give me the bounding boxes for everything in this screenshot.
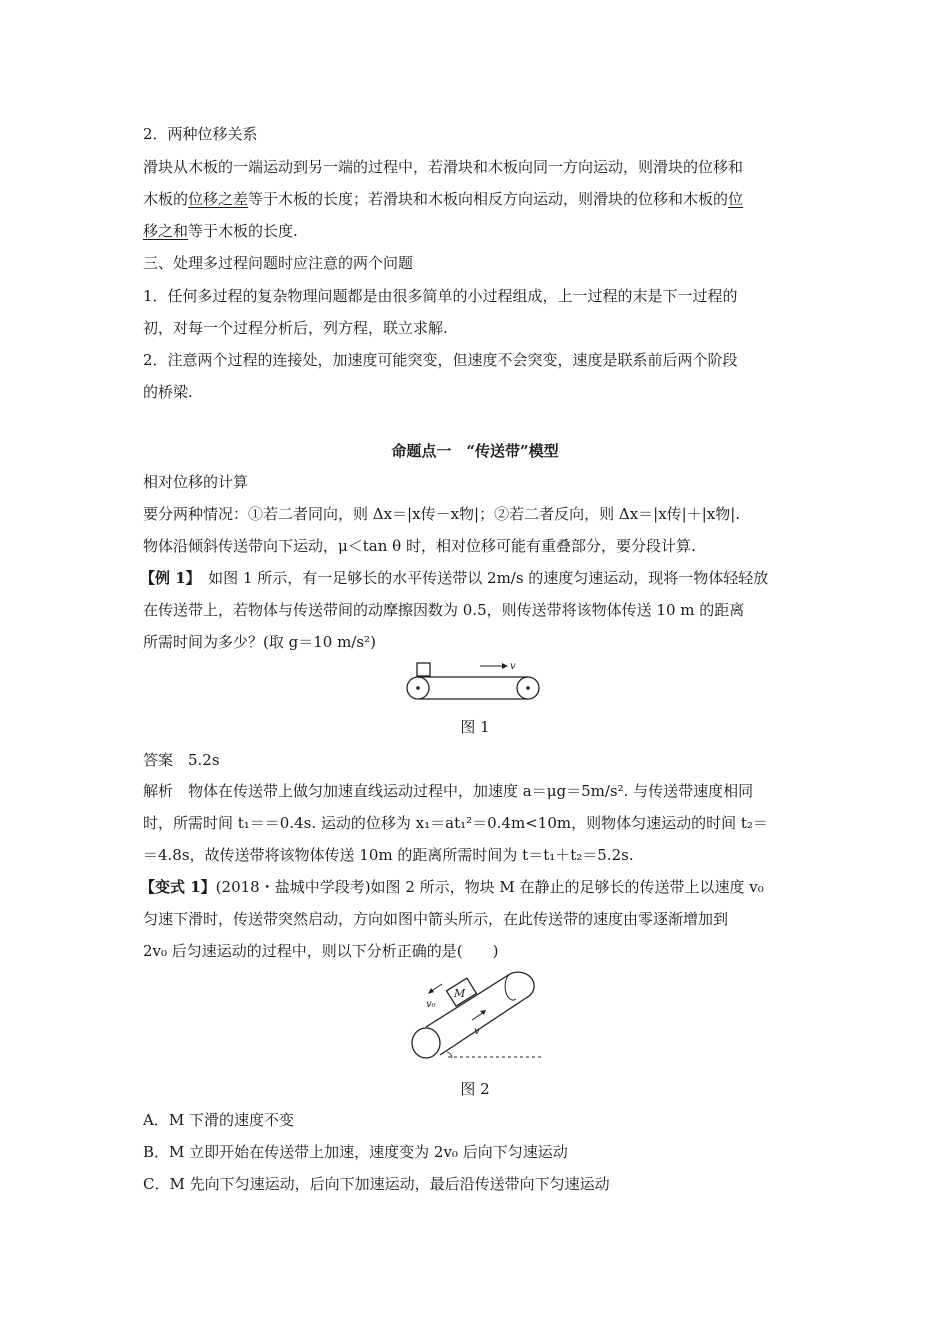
paragraph-line [140, 877, 764, 897]
underlined-term: 位移之差 [188, 190, 249, 208]
paragraph-line [143, 189, 743, 209]
paragraph-line: 初，对每一个过程分析后，列方程，联立求解. [143, 319, 448, 337]
example-tag: 【例 1】 [140, 569, 194, 587]
paragraph-line: 时，所需时间 t₁＝＝0.4s. 运动的位移为 x₁＝at₁²＝0.4m<10m，则物体匀速运动的时间 t₂＝ [143, 814, 768, 832]
variant-tag: 【变式 1】 [140, 878, 216, 896]
text-run: 如图 1 所示，有一足够长的水平传送带以 2m/s 的速度匀速运动，现将一物体轻轻放 [193, 569, 769, 587]
paragraph-line: 匀速下滑时，传送带突然启动，方向如图中箭头所示，在此传送带的速度由零逐渐增加到 [143, 910, 729, 928]
velocity-label: v [510, 661, 516, 672]
paragraph-line: 2．注意两个过程的连接处，加速度可能突变，但速度不会突变，速度是联系前后两个阶段 [143, 351, 738, 369]
text-run: (2018・盐城中学段考)如图 2 所示，物块 M 在静止的足够长的传送带上以速度 v₀ [215, 878, 764, 896]
paragraph-line: 滑块从木板的一端运动到另一端的过程中，若滑块和木板向同一方向运动，则滑块的位移和 [143, 158, 744, 176]
belt-velocity-label: v [474, 1026, 480, 1037]
figure-caption: 图 1 [460, 718, 490, 736]
initial-velocity-label: v₀ [426, 999, 436, 1010]
figure-2-inclined-conveyor [400, 962, 550, 1066]
text-run: 等于木板的长度. [188, 222, 298, 240]
paragraph-line: 解析 物体在传送带上做匀加速直线运动过程中，加速度 a＝μg＝5m/s². 与传送带速度相同 [143, 782, 754, 800]
option-a: A．M 下滑的速度不变 [143, 1111, 294, 1129]
paragraph-line: 1．任何多过程的复杂物理问题都是由很多简单的小过程组成，上一过程的末是下一过程的 [143, 287, 738, 305]
option-c: C．M 先向下匀速运动，后向下加速运动，最后沿传送带向下匀速运动 [143, 1175, 610, 1193]
paragraph-line: ＝4.8s，故传送带将该物体传送 10m 的距离所需时间为 t＝t₁＋t₂＝5.2s. [143, 846, 634, 864]
text-run: 等于木板的长度；若滑块和木板向相反方向运动，则滑块的位移和木板的 [248, 190, 729, 208]
paragraph-line: 的桥梁. [143, 383, 193, 401]
figure-1-horizontal-conveyor [400, 658, 550, 704]
figure-caption: 图 2 [460, 1080, 490, 1098]
paragraph-line: 物体沿倾斜传送带向下运动，μ＜tan θ 时，相对位移可能有重叠部分，要分段计算. [143, 537, 696, 555]
paragraph-line [140, 568, 768, 588]
topic-subtitle: 相对位移的计算 [143, 473, 249, 491]
paragraph-line: 在传送带上，若物体与传送带间的动摩擦因数为 0.5，则传送带将该物体传送 10 m 的距离 [143, 601, 745, 619]
paragraph-line: 2v₀ 后匀速运动的过程中，则以下分析正确的是( ) [143, 942, 499, 960]
paragraph-line: 所需时间为多少？(取 g＝10 m/s²) [143, 633, 376, 651]
underlined-term: 移之和 [143, 222, 189, 240]
block-label: M [454, 987, 466, 1000]
section-heading: 三、处理多过程问题时应注意的两个问题 [143, 254, 414, 272]
answer-line: 答案 5.2s [143, 751, 220, 769]
paragraph-line [143, 221, 298, 241]
text-run: 木板的 [143, 190, 189, 208]
topic-title: 命题点一 “传送带”模型 [391, 442, 559, 460]
option-b: B．M 立即开始在传送带上加速，速度变为 2v₀ 后向下匀速运动 [143, 1143, 568, 1161]
paragraph-line: 要分两种情况：①若二者同向，则 Δx＝|x传－x物|；②若二者反向，则 Δx＝|x传|＋|x物|. [143, 505, 741, 523]
underlined-term: 位 [728, 190, 744, 208]
section-heading: 2．两种位移关系 [143, 125, 258, 143]
